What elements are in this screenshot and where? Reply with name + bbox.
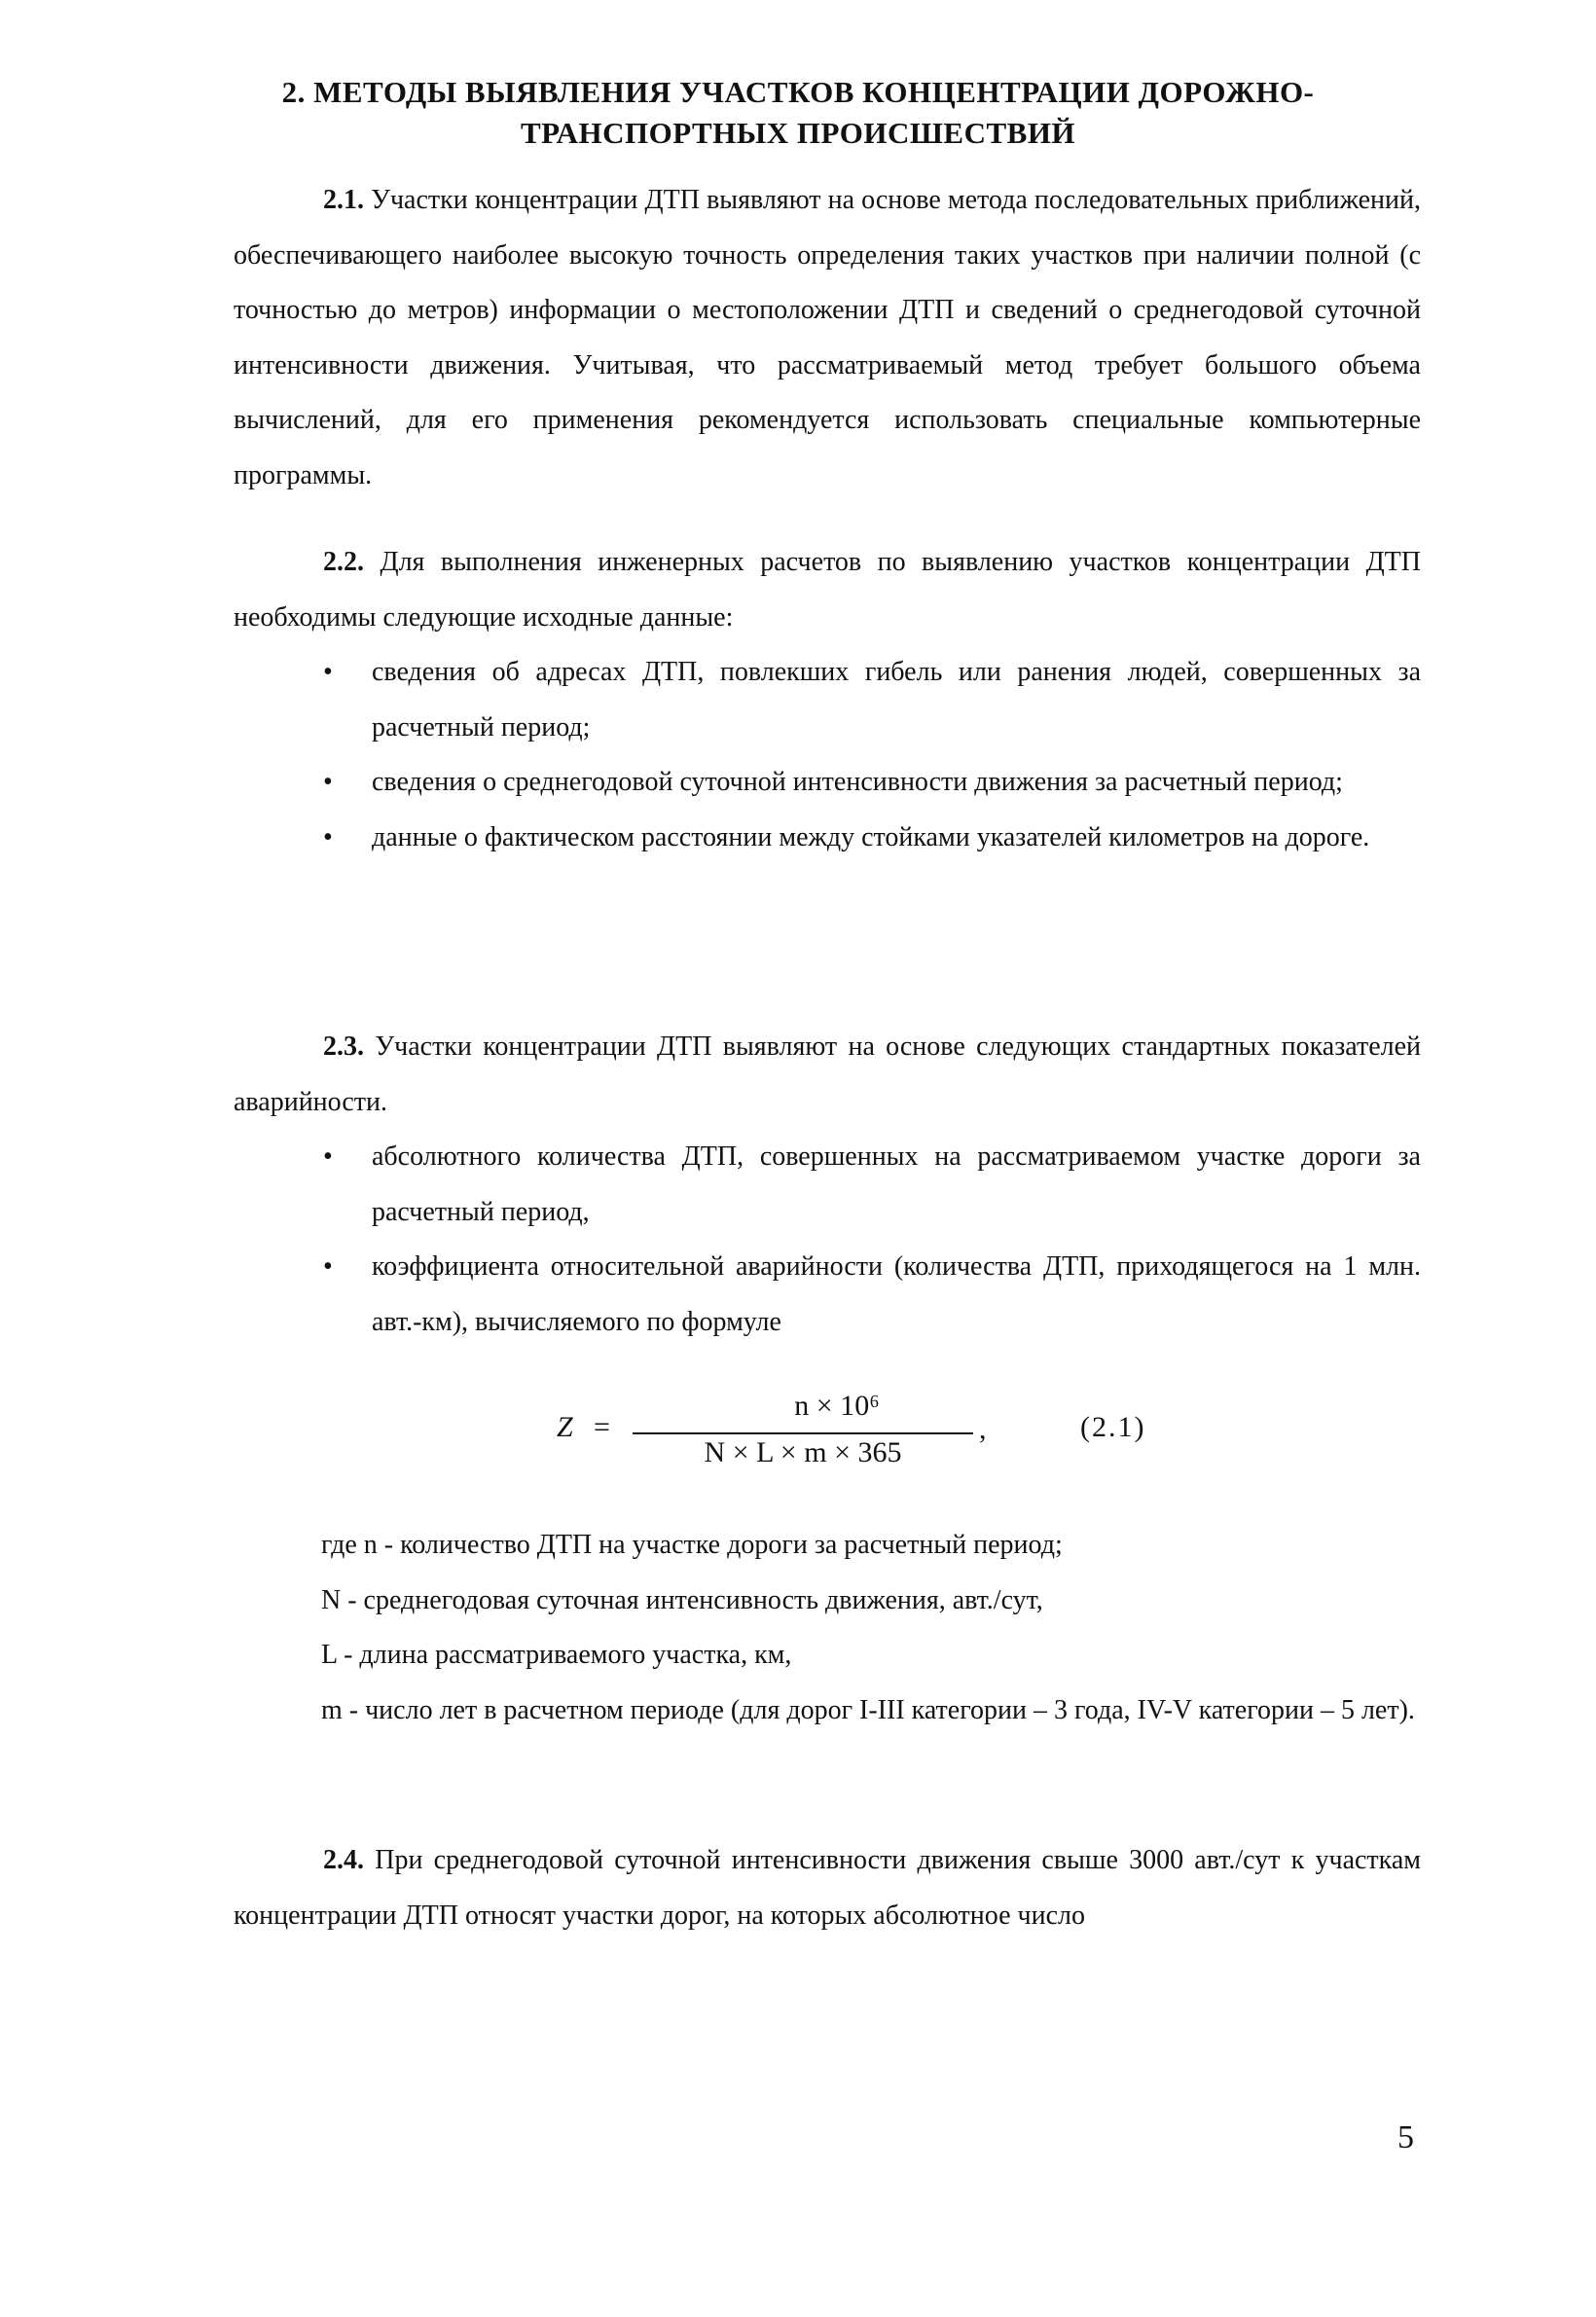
paragraph-number: 2.3. xyxy=(323,1032,364,1062)
page-number: 5 xyxy=(1397,2119,1414,2155)
paragraph-text: Участки концентрации ДТП выявляют на основе следующих стандартных показателей аварийности. xyxy=(234,1032,1422,1117)
paragraph-2-4 xyxy=(234,1833,1421,1943)
bullet-icon: • xyxy=(323,1251,333,1282)
definition-item: где n - количество ДТП на участке дороги за расчетный период; xyxy=(321,1530,1063,1560)
section-title-line-2: ТРАНСПОРТНЫХ ПРОИСШЕСТВИЙ xyxy=(520,116,1076,150)
definition-item: N - среднегодовая суточная интенсивность движения, авт./сут, xyxy=(321,1584,1043,1615)
bullet-list-2-3 xyxy=(234,1130,1421,1350)
list-item: • данные о фактическом расстоянии между стойками указателей километров на дороге. xyxy=(234,811,1421,866)
paragraph-2-2 xyxy=(234,535,1421,645)
paragraph-2-3 xyxy=(234,1020,1421,1130)
paragraph-text: Для выполнения инженерных расчетов по выявлению участков концентрации ДТП необходимы следующие исходные данные: xyxy=(234,547,1421,633)
paragraph-2-1 xyxy=(234,173,1421,503)
paragraph-number: 2.4. xyxy=(323,1845,364,1875)
bullet-icon: • xyxy=(323,821,333,852)
formula-equals: = xyxy=(594,1411,610,1443)
section-title-line-1: 2. МЕТОДЫ ВЫЯВЛЕНИЯ УЧАСТКОВ КОНЦЕНТРАЦИИ ДОРОЖНО- xyxy=(281,75,1315,109)
formula-lhs: Z xyxy=(557,1411,573,1443)
list-item: • коэффициента относительной аварийности (количества ДТП, приходящегося на 1 млн. авт.-км), вычисляемого по формуле xyxy=(234,1240,1421,1350)
paragraph-text: Участки концентрации ДТП выявляют на основе метода последовательных приближений, обеспечивающего наиболее высокую точность определения таких участков при наличии полной (с точностью до метров) информации о местоположении ДТП и сведений о среднегодовой суточной интенсивности движения. Учитывая, что рассматриваемый метод требует большого объема вычислений, для его применения рекомендуется использовать специальные компьютерные программы. xyxy=(234,185,1422,490)
bullet-icon: • xyxy=(323,657,333,687)
formula-number: (2.1) xyxy=(1080,1411,1146,1443)
formula-numerator: n × 10⁶ xyxy=(794,1390,880,1422)
definition-item: L - длина рассматриваемого участка, км, xyxy=(321,1640,792,1670)
formula-denominator: N × L × m × 365 xyxy=(704,1436,902,1468)
formula-comma: , xyxy=(979,1413,987,1445)
formula-definitions xyxy=(321,1518,1421,1738)
paragraph-number: 2.1. xyxy=(323,185,364,215)
bullet-icon: • xyxy=(323,767,333,797)
bullet-icon: • xyxy=(323,1141,333,1172)
section-title xyxy=(195,72,1401,154)
list-item: • сведения о среднегодовой суточной интенсивности движения за расчетный период; xyxy=(234,755,1421,811)
formula-2-1 xyxy=(545,1390,1246,1477)
bullet-list-2-2 xyxy=(234,645,1421,865)
paragraph-number: 2.2. xyxy=(323,547,364,577)
paragraph-text: При среднегодовой суточной интенсивности движения свыше 3000 авт./сут к участкам концентрации ДТП относят участки дорог, на которых абсолютное число xyxy=(234,1845,1421,1931)
list-item: • абсолютного количества ДТП, совершенных на рассматриваемом участке дороги за расчетный период, xyxy=(234,1130,1421,1240)
fraction-bar xyxy=(633,1432,973,1434)
definition-item: m - число лет в расчетном периоде (для дорог I-III категории – 3 года, IV-V категории – 5 лет). xyxy=(321,1694,1415,1725)
list-item: • сведения об адресах ДТП, повлекших гибель или ранения людей, совершенных за расчетный период; xyxy=(234,645,1421,755)
